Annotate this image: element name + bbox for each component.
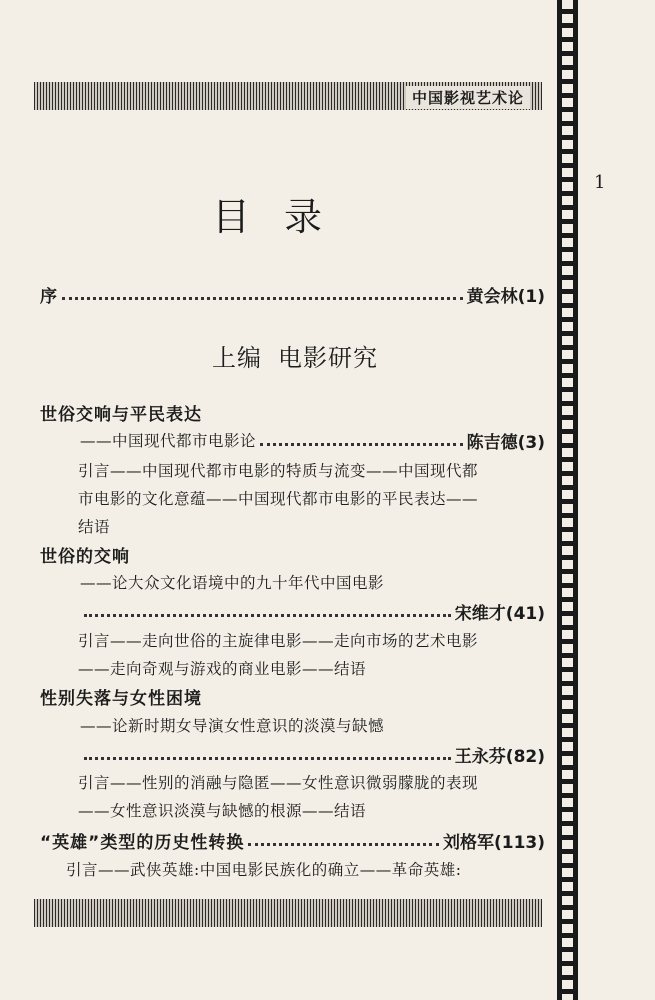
toc-entry-contents-line: 结语 [78, 518, 111, 536]
toc-title: 目录 [212, 195, 357, 239]
toc-entry-author-page: 刘格军(113) [442, 832, 545, 853]
toc-entry-leader-line[interactable] [80, 740, 545, 768]
leader-dots [248, 843, 439, 846]
part-label: 上编 [212, 344, 262, 372]
toc-entry-contents-line: 引言——中国现代都市电影的特质与流变——中国现代都 [78, 462, 479, 480]
toc-entry-author-page: 宋维才(41) [454, 603, 545, 624]
toc-entry-contents-line: 市电影的文化意蕴——中国现代都市电影的平民表达—— [78, 490, 479, 508]
page-number: 1 [594, 172, 606, 193]
footer-band [34, 899, 542, 927]
toc-entry-leader-line[interactable] [80, 597, 545, 625]
toc-entry-title[interactable]: 世俗交响与平民表达 [40, 404, 202, 425]
leader-dots [62, 297, 463, 300]
toc-entry-subtitle[interactable]: ——论大众文化语境中的九十年代中国电影 [80, 574, 385, 592]
toc-entry-title[interactable]: 性别失落与女性困境 [40, 688, 202, 709]
toc-entry-contents-line: 引言——武侠英雄:中国电影民族化的确立——革命英雄: [66, 861, 462, 879]
toc-entry-preface[interactable] [40, 280, 545, 308]
toc-entry-subtitle[interactable]: ——论新时期女导演女性意识的淡漠与缺憾 [80, 717, 385, 735]
toc-entry-contents-line: 引言——性别的消融与隐匿——女性意识微弱朦胧的表现 [78, 774, 479, 792]
toc-entry-title[interactable]: “英雄”类型的历史性转换 刘格军(113) [40, 826, 545, 854]
header-band [34, 82, 542, 110]
part-title [0, 338, 590, 373]
leader-dots [84, 757, 451, 760]
toc-entry-contents-line: ——女性意识淡漠与缺憾的根源——结语 [78, 802, 367, 820]
preface-label: 序 [40, 286, 58, 307]
leader-dots [260, 443, 463, 446]
toc-entry-title[interactable]: 世俗的交响 [40, 546, 130, 567]
toc-entry-subtitle[interactable]: ——中国现代都市电影论 陈吉德(3) [80, 426, 545, 454]
preface-author-page: 黄会林(1) [466, 286, 545, 307]
film-strip-decoration [557, 0, 578, 1000]
running-header: 中国影视艺术论 [406, 86, 530, 109]
toc-entry-author-page: 陈吉德(3) [466, 432, 545, 453]
toc-entry-contents-line: ——走向奇观与游戏的商业电影——结语 [78, 660, 367, 678]
toc-entry-contents-line: 引言——走向世俗的主旋律电影——走向市场的艺术电影 [78, 632, 479, 650]
part-name: 电影研究 [278, 344, 378, 372]
toc-entry-author-page: 王永芬(82) [454, 746, 545, 767]
leader-dots [84, 614, 451, 617]
